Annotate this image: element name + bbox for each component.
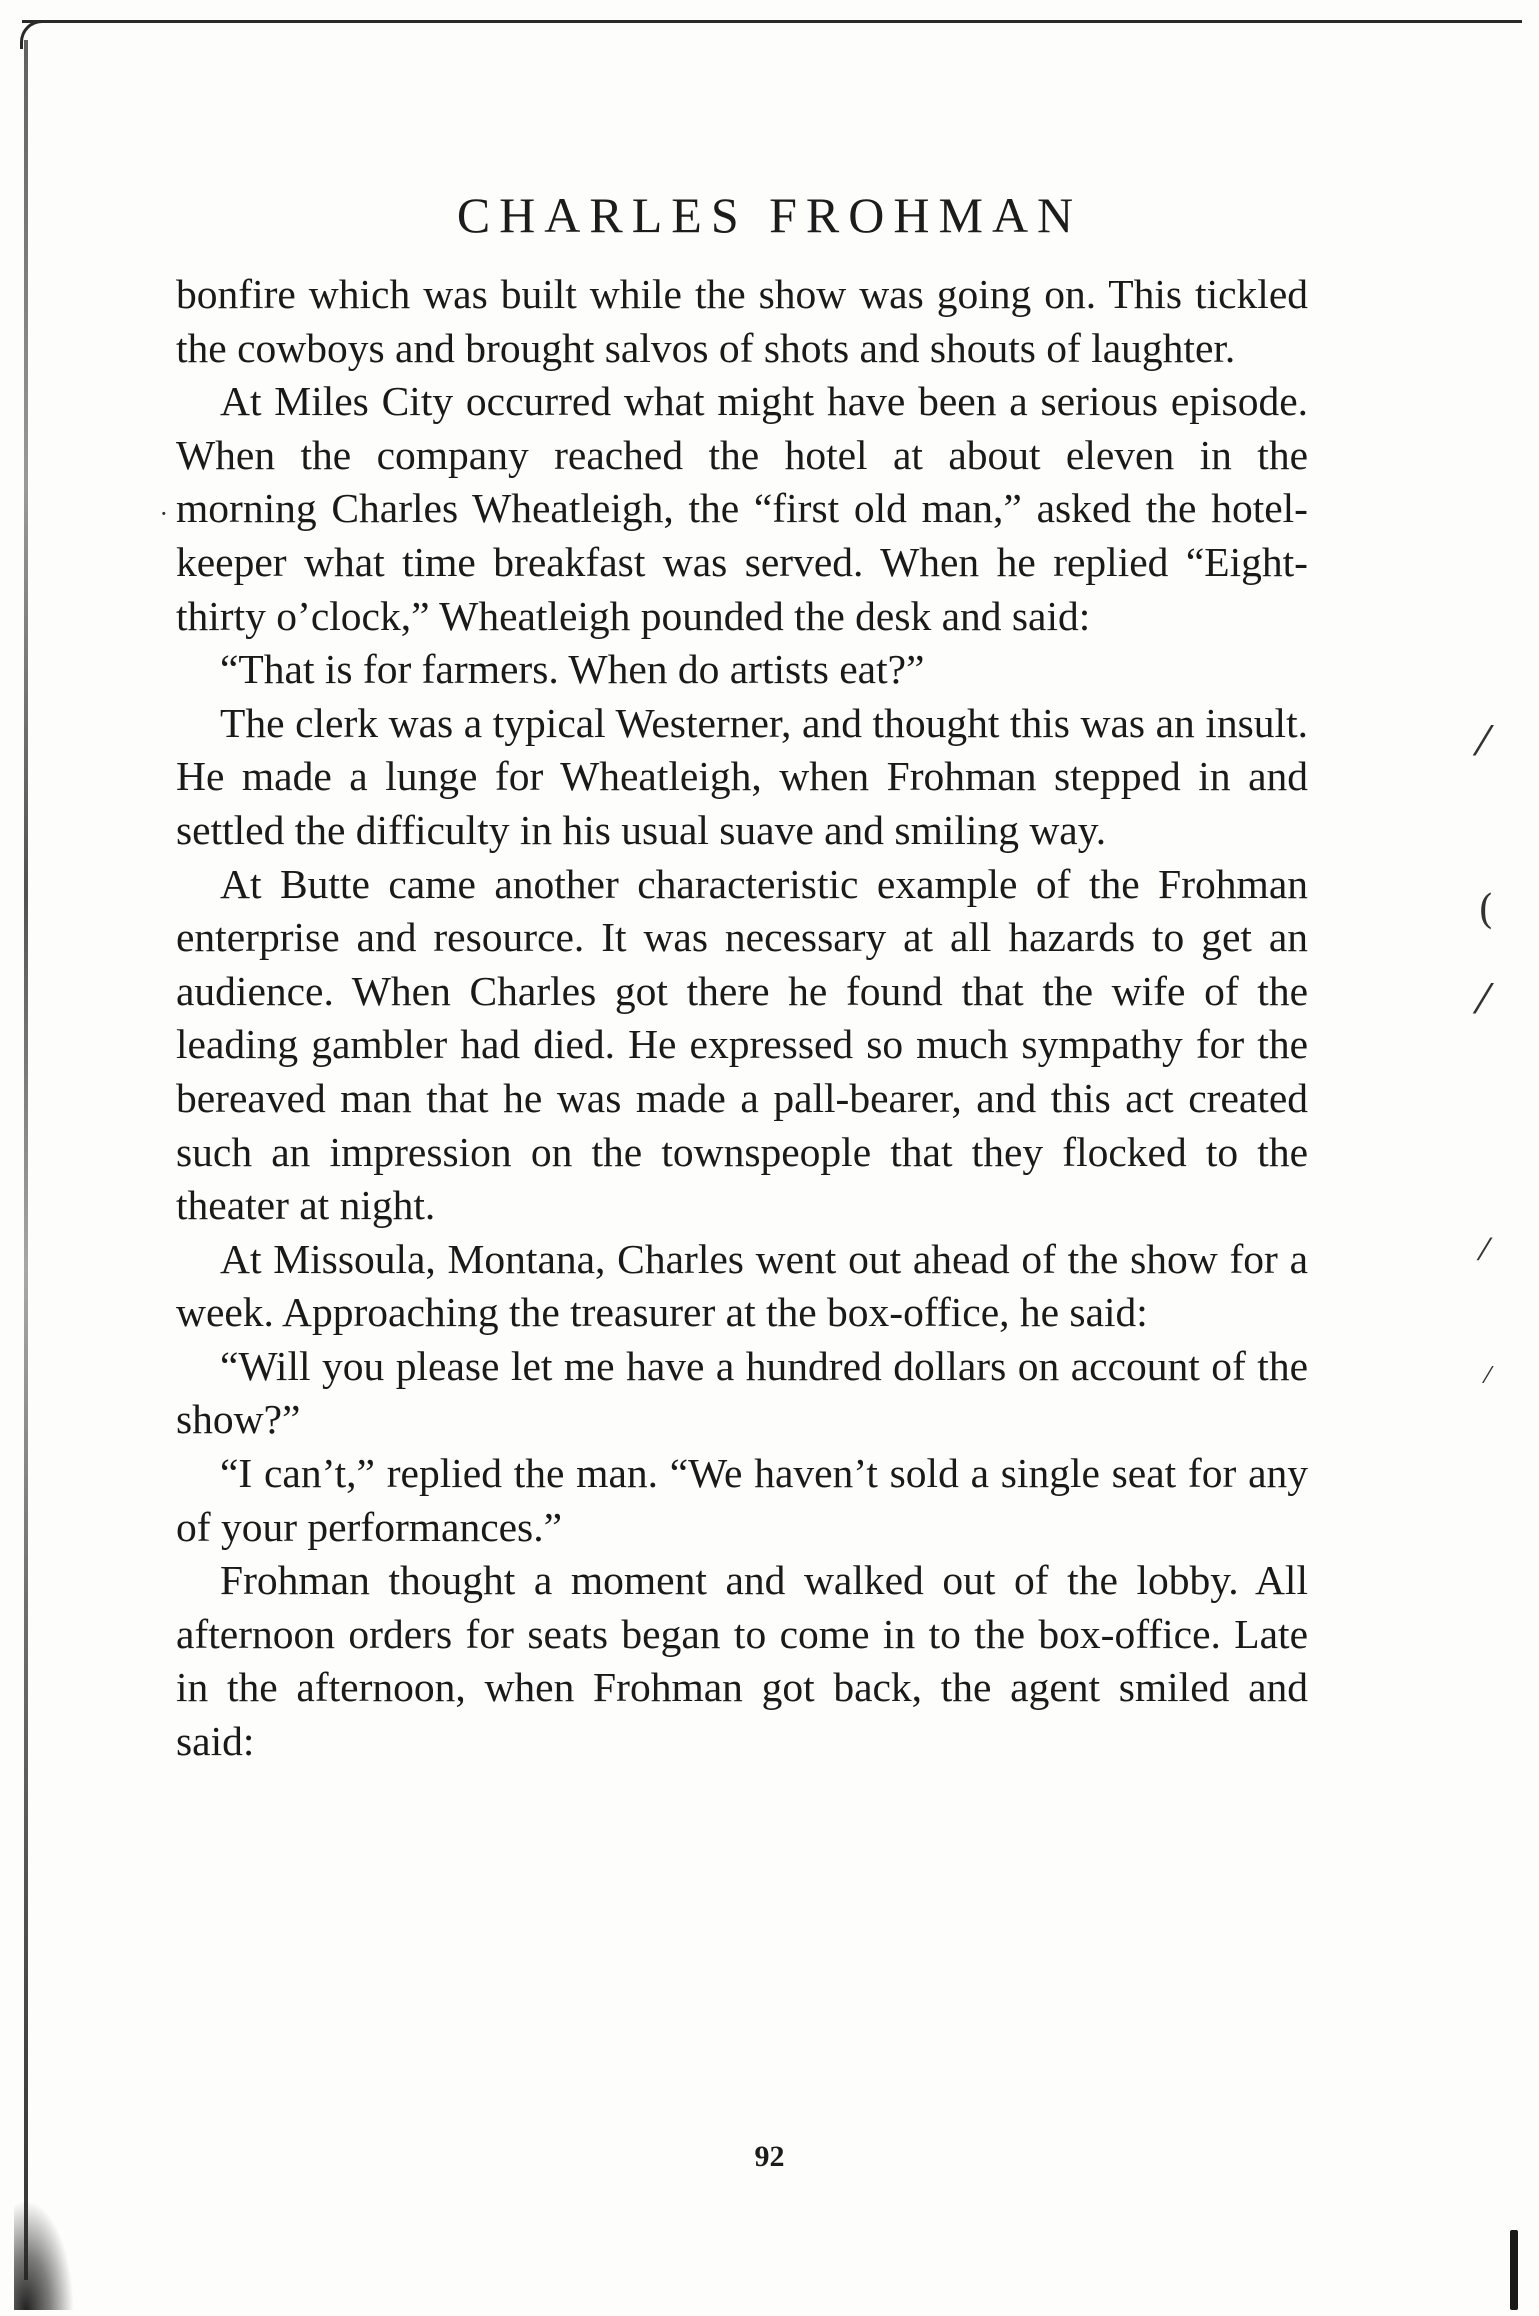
- paragraph: At Butte came another characteristic example of the Frohman enterprise and resource. It was necessary at all hazards to get an audience. When Charles got there he found that the wife of the leading gambler had died. He expressed so much sympathy for the bereaved man that he was made a pall-bearer, and this act created such an impression on the townspeople that they flocked to the theater at night.: [176, 860, 1308, 1229]
- paragraph: “Will you please let me have a hundred dollars on account of the show?”: [176, 1342, 1308, 1443]
- paragraph: At Missoula, Montana, Charles went out ahead of the show for a week. Approaching the treasurer at the box-office, he said:: [176, 1235, 1308, 1336]
- paragraph: Frohman thought a moment and walked out of the lobby. All afternoon orders for seats began to come in to the box-office. Late in the afternoon, when Frohman got back, the agent smiled and said:: [176, 1557, 1308, 1765]
- margin-pencil-mark: ⁄: [1480, 977, 1487, 1023]
- margin-pencil-mark: ⁄: [1480, 719, 1487, 765]
- paragraph: bonfire which was built while the show was going on. This tickled the cowboys and brought salvos of shots and shouts of laughter.: [176, 271, 1308, 371]
- body-text: [176, 268, 1308, 1769]
- scan-shadow-bottom-left: [14, 2200, 74, 2310]
- running-head: CHARLES FROHMAN: [456, 187, 1083, 243]
- margin-pencil-mark: (: [1478, 887, 1494, 933]
- paragraph: “That is for farmers. When do artists eat?”: [220, 646, 925, 693]
- scan-edge-left: [24, 40, 28, 2280]
- paragraph: “I can’t,” replied the man. “We haven’t sold a single seat for any of your performances.”: [176, 1450, 1308, 1550]
- paragraph: The clerk was a typical Westerner, and thought this was an insult. He made a lunge for Wheatleigh, when Frohman stepped in and settled the difficulty in his usual suave and smiling way.: [176, 699, 1308, 853]
- page-number: 92: [754, 2140, 785, 2173]
- margin-pencil-mark: ⁄: [1482, 1233, 1488, 1268]
- scan-edge-top: [22, 20, 1522, 23]
- paragraph: At Miles City occurred what might have been a serious episode. When the company reached the hotel at about eleven in the morning Charles Wheatleigh, the “first old man,” asked the hotel-keeper what time breakfast was served. When he replied “Eight-thirty o’clock,” Wheatleigh pounded the desk and said:: [176, 378, 1308, 639]
- scan-mark-bottom-right: [1510, 2230, 1518, 2310]
- margin-pencil-mark: ·: [160, 500, 168, 528]
- margin-pencil-mark: ⁄: [1486, 1364, 1490, 1389]
